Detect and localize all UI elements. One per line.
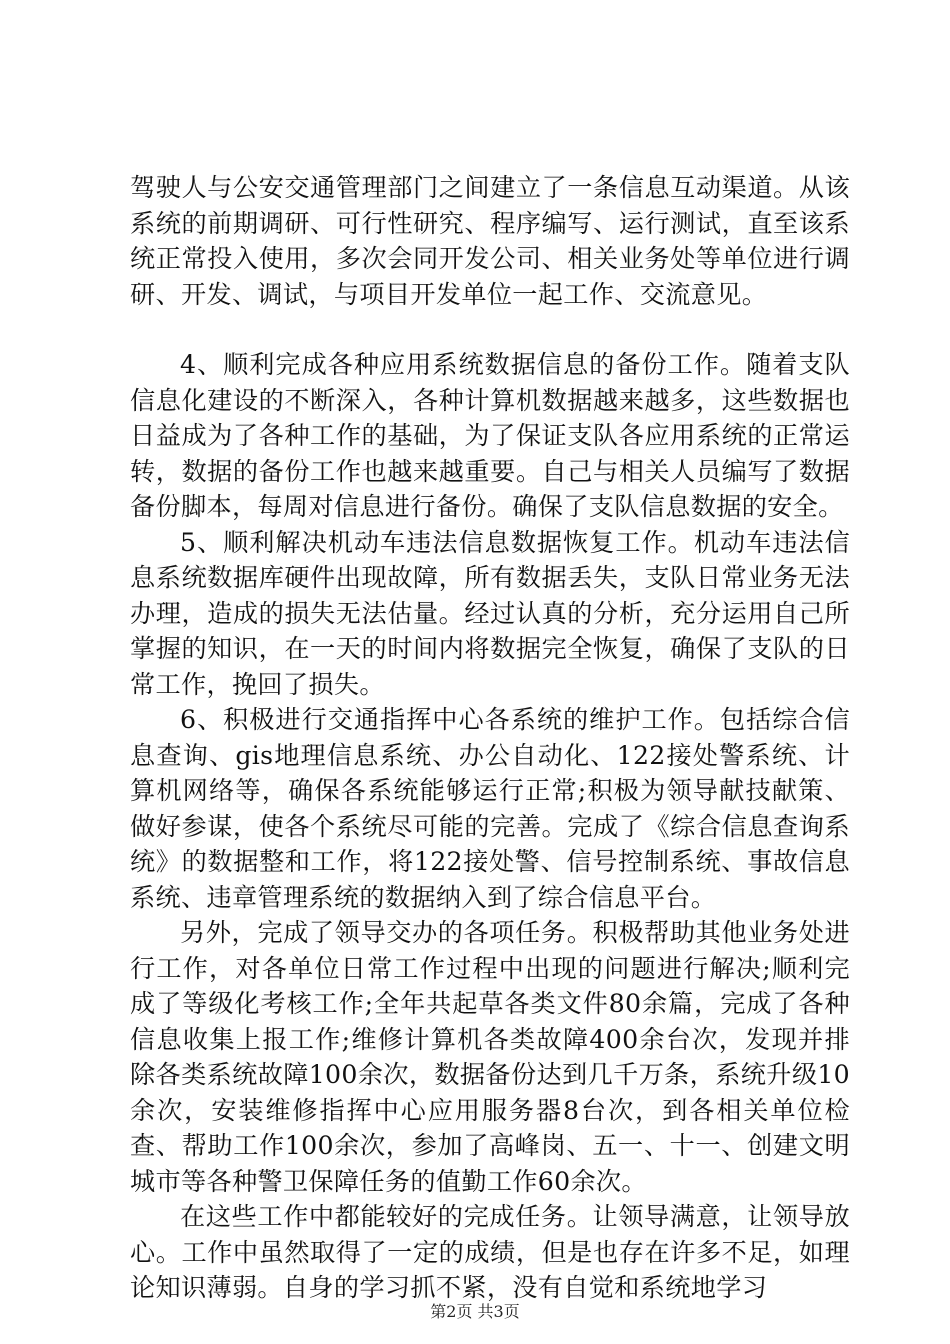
paragraph-continued: 驾驶人与公安交通管理部门之间建立了一条信息互动渠道。从该系统的前期调研、可行性研究、程序编写、运行测试，直至该系统正常投入使用，多次会同开发公司、相关业务处等单位进行调研、开发、调试，与项目开发单位一起工作、交流意见。 [130,173,850,309]
paragraph-summary: 在这些工作中都能较好的完成任务。让领导满意，让领导放心。工作中虽然取得了一定的成绩，但是也存在许多不足，如理论知识薄弱。自身的学习抓不紧，没有自觉和系统地学习 [130,1202,850,1302]
paragraph-item-6: 6、积极进行交通指挥中心各系统的维护工作。包括综合信息查询、gis地理信息系统、办公自动化、122接处警系统、计算机网络等，确保各系统能够运行正常;积极为领导献技献策、做好参谋，使各个系统尽可能的完善。完成了《综合信息查询系统》的数据整和工作，将122接处警、信号控制系统、事故信息系统、违章管理系统的数据纳入到了综合信息平台。 [130,705,850,912]
body-text [130,170,850,1306]
paragraph-item-4: 4、顺利完成各种应用系统数据信息的备份工作。随着支队信息化建设的不断深入，各种计算机数据越来越多，这些数据也日益成为了各种工作的基础，为了保证支队各应用系统的正常运转，数据的备份工作也越来越重要。自己与相关人员编写了数据备份脚本，每周对信息进行备份。确保了支队信息数据的安全。 [130,350,850,521]
page-number-footer: 第2页 共3页 [430,1302,520,1321]
paragraph-item-5: 5、顺利解决机动车违法信息数据恢复工作。机动车违法信息系统数据库硬件出现故障，所有数据丢失，支队日常业务无法办理，造成的损失无法估量。经过认真的分析，充分运用自己所掌握的知识，在一天的时间内将数据完全恢复，确保了支队的日常工作，挽回了损失。 [130,527,850,699]
paragraph-additional-tasks: 另外，完成了领导交办的各项任务。积极帮助其他业务处进行工作，对各单位日常工作过程中出现的问题进行解决;顺利完成了等级化考核工作;全年共起草各类文件80余篇，完成了各种信息收集上报工作;维修计算机各类故障400余台次，发现并排除各类系统故障100余次，数据备份达到几千万条，系统升级10余次，安装维修指挥中心应用服务器8台次，到各相关单位检查、帮助工作100余次，参加了高峰岗、五一、十一、创建文明城市等各种警卫保障任务的值勤工作60余次。 [130,918,850,1196]
